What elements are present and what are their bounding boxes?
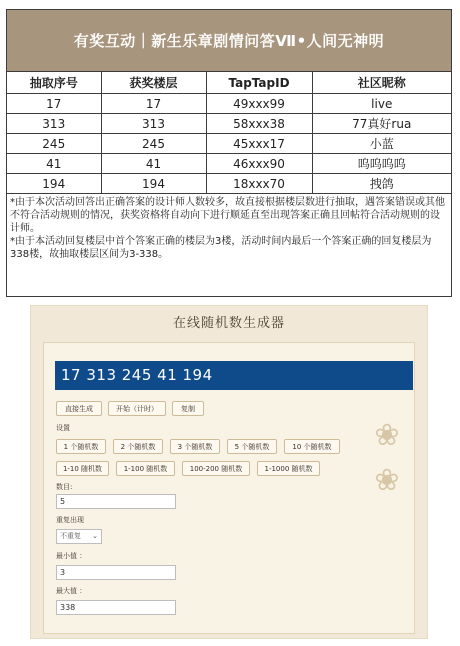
winners-table <box>7 72 451 194</box>
cell-draw-number: 194 <box>7 174 101 194</box>
cell-draw-number: 245 <box>7 134 101 154</box>
winners-card <box>6 9 452 297</box>
max-input[interactable]: 338 <box>56 600 176 615</box>
cell-draw-number: 313 <box>7 114 101 134</box>
random-number-generator <box>30 305 428 639</box>
preset-range-1-10-button[interactable]: 1-10 随机数 <box>56 461 109 476</box>
preset-range-1-100-button[interactable]: 1-100 随机数 <box>116 461 175 476</box>
cell-nickname: 呜呜呜呜 <box>312 154 451 174</box>
table-row <box>7 154 451 174</box>
cell-draw-number: 41 <box>7 154 101 174</box>
table-header-row <box>7 72 451 94</box>
cell-floor: 194 <box>101 174 206 194</box>
generator-title: 在线随机数生成器 <box>172 316 285 331</box>
cell-nickname: 小蓝 <box>312 134 451 154</box>
min-input[interactable]: 3 <box>56 565 176 580</box>
copy-button[interactable]: 复制 <box>172 401 204 416</box>
cell-taptap-id: 58xxx38 <box>206 114 312 134</box>
repeat-label: 重复出现 <box>56 516 84 524</box>
cell-taptap-id: 46xxx90 <box>206 154 312 174</box>
settings-label: 设置 <box>56 424 70 432</box>
result-display: 17 313 245 41 194 <box>55 361 413 390</box>
preset-count-2-button[interactable]: 2 个随机数 <box>113 439 163 454</box>
note-paragraph: *由于本次活动回答出正确答案的设计师人数较多，故直接根据楼层数进行抽取，遇答案错误或其他不符合活动规则的情况，获奖资格将自动向下进行顺延直至出现答案正确且回帖符合活动规则的设计师。 <box>10 197 445 234</box>
cell-floor: 17 <box>101 94 206 114</box>
chevron-down-icon: ⌄ <box>92 532 98 540</box>
decorative-pattern-icon: ❀ ❀ <box>374 418 400 498</box>
cell-nickname: live <box>312 94 451 114</box>
cell-nickname: 77真好rua <box>312 114 451 134</box>
cell-nickname: 拽鸽 <box>312 174 451 194</box>
banner-title: 有奖互动｜新生乐章剧情问答Ⅶ•人间无神明 <box>7 10 451 72</box>
column-header: 抽取序号 <box>7 72 101 94</box>
generate-button[interactable]: 直接生成 <box>56 401 102 416</box>
preset-count-3-button[interactable]: 3 个随机数 <box>170 439 220 454</box>
table-row <box>7 94 451 114</box>
min-label: 最小值 ： <box>56 552 87 560</box>
column-header: 获奖楼层 <box>101 72 206 94</box>
note-paragraph: *由于本活动回复楼层中首个答案正确的楼层为3楼，活动时间内最后一个答案正确的回复楼层为338楼，故抽取楼层区间为3-338。 <box>10 236 432 260</box>
cell-draw-number: 17 <box>7 94 101 114</box>
table-row <box>7 114 451 134</box>
cell-taptap-id: 18xxx70 <box>206 174 312 194</box>
preset-count-5-button[interactable]: 5 个随机数 <box>227 439 277 454</box>
preset-count-1-button[interactable]: 1 个随机数 <box>56 439 106 454</box>
cell-floor: 41 <box>101 154 206 174</box>
repeat-selected-value: 不重复 <box>60 532 81 540</box>
preset-range-100-200-button[interactable]: 100-200 随机数 <box>182 461 250 476</box>
cell-floor: 313 <box>101 114 206 134</box>
cell-taptap-id: 45xxx17 <box>206 134 312 154</box>
preset-count-10-button[interactable]: 10 个随机数 <box>284 439 340 454</box>
rules-notes <box>7 194 451 261</box>
repeat-select[interactable] <box>56 529 102 544</box>
count-label: 数目: <box>56 483 73 491</box>
table-row <box>7 174 451 194</box>
column-header: 社区昵称 <box>312 72 451 94</box>
cell-floor: 245 <box>101 134 206 154</box>
preset-range-1-1000-button[interactable]: 1-1000 随机数 <box>257 461 320 476</box>
start-timer-button[interactable]: 开始（计时） <box>108 401 166 416</box>
count-input[interactable]: 5 <box>56 494 176 509</box>
column-header: TapTapID <box>206 72 312 94</box>
table-row <box>7 134 451 154</box>
generator-panel <box>43 342 415 634</box>
max-label: 最大值 ： <box>56 587 87 595</box>
cell-taptap-id: 49xxx99 <box>206 94 312 114</box>
